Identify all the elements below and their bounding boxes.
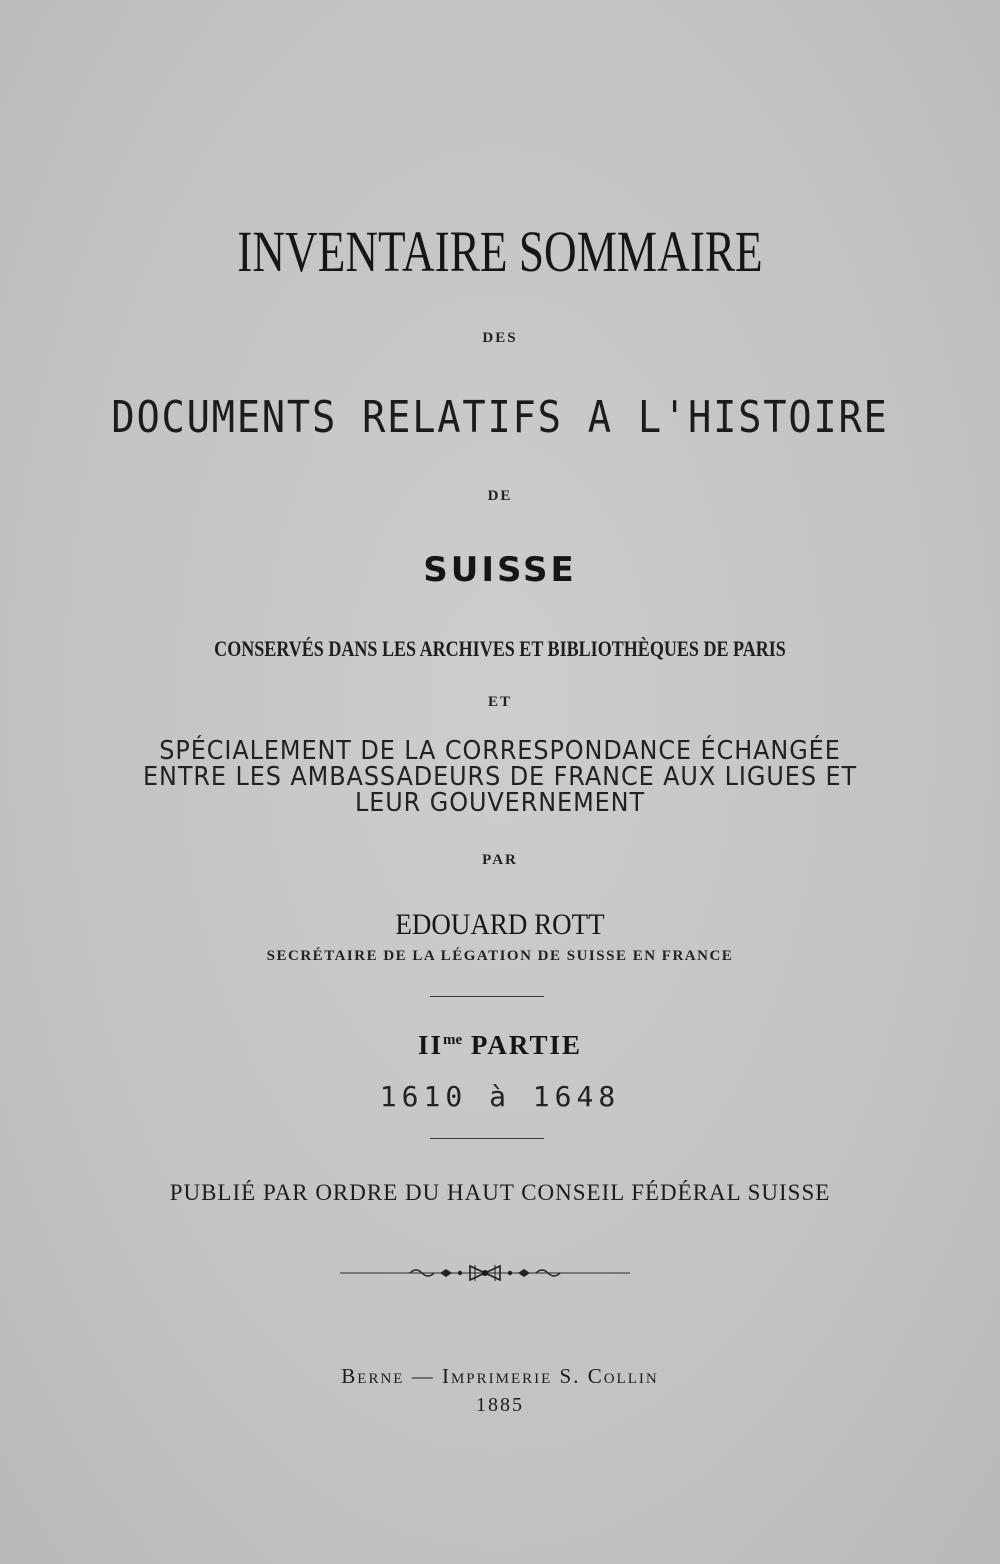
connector-et: ET bbox=[487, 694, 512, 710]
divider-rule-bottom bbox=[430, 1138, 544, 1139]
conserves-subtitle: CONSERVÉS DANS LES ARCHIVES ET BIBLIOTHÈQUES DE PARIS bbox=[214, 636, 786, 661]
ornament-divider-icon bbox=[340, 1262, 630, 1284]
special-line-1: SPÉCIALEMENT DE LA CORRESPONDANCE ÉCHANGÉE bbox=[159, 736, 841, 766]
special-subtitle bbox=[40, 738, 960, 816]
part-word: PARTIE bbox=[470, 1030, 582, 1060]
part-suffix: me bbox=[443, 1032, 463, 1048]
connector-de: DE bbox=[487, 488, 513, 504]
part-numeral: II bbox=[418, 1030, 444, 1060]
documents-title: DOCUMENTS RELATIFS A L'HISTOIRE bbox=[111, 392, 889, 443]
part-years: 1610 à 1648 bbox=[379, 1080, 621, 1113]
connector-des: DES bbox=[482, 330, 518, 346]
divider-rule-top bbox=[430, 996, 544, 997]
part-label bbox=[0, 1030, 1000, 1061]
special-line-3: LEUR GOUVERNEMENT bbox=[354, 788, 646, 818]
author-name: EDOUARD ROTT bbox=[395, 908, 605, 941]
connector-par: PAR bbox=[482, 852, 518, 868]
publication-year: 1885 bbox=[476, 1394, 524, 1416]
special-line-2: ENTRE LES AMBASSADEURS DE FRANCE AUX LIGUES ET bbox=[142, 762, 858, 792]
country-title: SUISSE bbox=[423, 550, 577, 590]
imprint-line: Berne — Imprimerie S. Collin bbox=[341, 1364, 659, 1388]
main-title: INVENTAIRE SOMMAIRE bbox=[237, 219, 763, 284]
author-role: SECRÉTAIRE DE LA LÉGATION DE SUISSE EN FRANCE bbox=[266, 948, 734, 964]
publication-note: PUBLIÉ PAR ORDRE DU HAUT CONSEIL FÉDÉRAL SUISSE bbox=[169, 1180, 831, 1205]
